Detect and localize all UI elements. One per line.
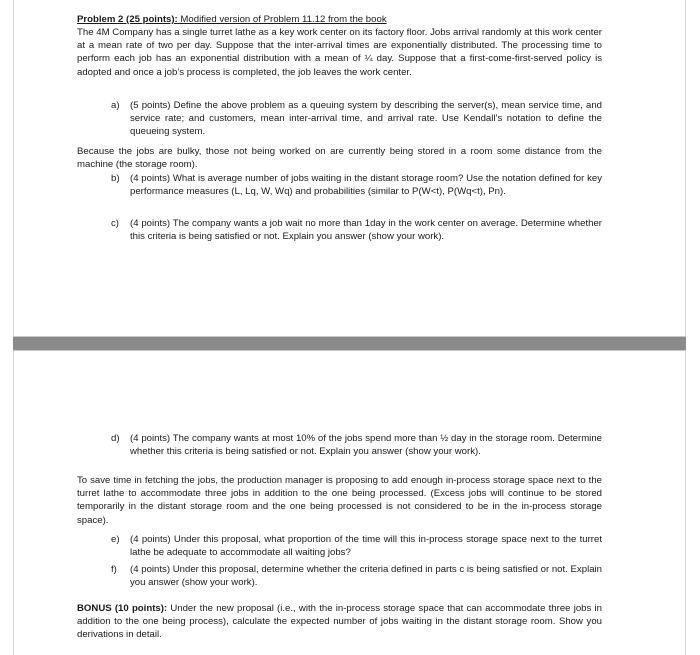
problem-title (77, 13, 602, 26)
part-d-label: d) (111, 433, 120, 444)
part-e-text: (4 points) Under this proposal, what proportion of the time will this in-process storage space next to the turret lathe be adequate to accommodate all waiting jobs? (130, 534, 602, 559)
part-f (111, 563, 602, 589)
part-f-label: f) (111, 564, 117, 575)
part-c-label: c) (111, 218, 119, 229)
part-a-label: a) (111, 100, 120, 111)
part-f-text: (4 points) Under this proposal, determine whether the criteria defined in parts c is being satisfied or not. Explain you answer (show your work). (130, 564, 602, 589)
part-e (111, 533, 602, 559)
part-c-text: (4 points) The company wants a job wait no more than 1day in the work center on average. Determine whether this criteria is being satisfied or not. Explain you answer (show your work). (130, 218, 602, 243)
part-d (111, 432, 602, 458)
part-b-label: b) (111, 173, 120, 184)
part-b-text: (4 points) What is average number of jobs waiting in the distant storage room? Use the notation defined for key performance measures (L, Lq, W, Wq) and probabilities (similar to P(W<t), P(Wq<t), Pn). (130, 173, 602, 198)
part-b (111, 172, 602, 198)
problem-title-source: Modified version of Problem 11.12 from the book (177, 14, 387, 25)
bonus-text: Under the new proposal (i.e., with the in-process storage space that can accommodate three jobs in addition to the one being process), calculate the expected number of jobs waiting in the distant storage room. Show you derivations in detail. (77, 603, 602, 641)
bonus-question (77, 602, 602, 642)
storage-note: Because the jobs are bulky, those not being worked on are currently being stored in a room some distance from the machine (the storage room). (77, 146, 602, 171)
problem-title-bold: Problem 2 (25 points): (77, 14, 178, 25)
page-separator (13, 337, 686, 350)
part-a (111, 99, 602, 139)
part-c (111, 217, 602, 243)
part-d-text: (4 points) The company wants at most 10% of the jobs spend more than ½ day in the storage room. Determine whether this criteria is being satisfied or not. Explain you answer (show your work). (130, 433, 602, 458)
bonus-label: BONUS (10 points): (77, 603, 168, 614)
part-e-label: e) (111, 534, 120, 545)
part-a-text: (5 points) Define the above problem as a queuing system by describing the server(s), mean service time, and service rate; and customers, mean inter-arrival time, and arrival rate. Use Kendall’s notation to define the queueing system. (130, 100, 602, 138)
proposal-note: To save time in fetching the jobs, the production manager is proposing to add enough in-process storage space next to the turret lathe to accommodate three jobs in addition to the one being processed. (Excess jobs will continue to be stored temporarily in the distant storage room and the one being processed is not considered to be in the in-process storage space). (77, 475, 602, 526)
problem-intro: The 4M Company has a single turret lathe as a key work center on its factory floor. Jobs arrival randomly at this work center at a mean rate of two per day. Suppose that the inter-arrival times are exponentially distributed. The processing time to perform each job has an exponential distribution with a mean of ¼ day. Suppose that a first-come-first-served policy is adopted and once a job’s process is completed, the job leaves the work center. (77, 27, 602, 78)
